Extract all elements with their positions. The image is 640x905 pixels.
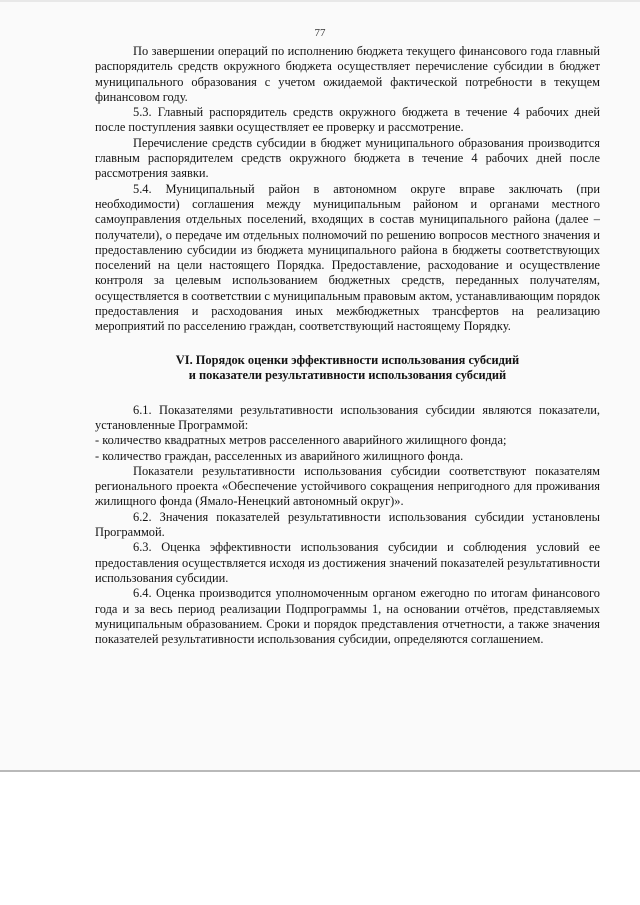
section-title-line: и показатели результативности использования субсидий: [188, 368, 507, 383]
paragraph: 6.4. Оценка производится уполномоченным органом ежегодно по итогам финансового года и за весь период реализации Подпрограммы 1, на основании отчётов, представляемых муниципальным образованием. Сроки и порядок представления отчетности, а также значения показателей результативности использования субсидии, определяются соглашением.: [95, 586, 600, 647]
list-item: - количество квадратных метров расселенного аварийного жилищного фонда;: [95, 433, 507, 448]
paragraph: Показатели результативности использования субсидии соответствуют показателям регионального проекта «Обеспечение устойчивого сокращения непригодного для проживания жилищного фонда (Ямало-Ненецкий автономный округ)».: [95, 463, 600, 509]
section-title: [95, 353, 600, 384]
section-title-line: VI. Порядок оценки эффективности использования субсидий: [175, 352, 520, 367]
paragraph: По завершении операций по исполнению бюджета текущего финансового года главный распорядитель средств окружного бюджета осуществляет перечисление субсидии в бюджет муниципального образования с учетом ожидаемой фактической потребности в текущем финансовом году.: [95, 44, 600, 104]
paragraph: 5.4. Муниципальный район в автономном округе вправе заключать (при необходимости) соглашения между муниципальным районом и органами местного самоуправления отдельных поселений, входящих в состав муниципального района (далее – получатели), о передаче им отдельных полномочий по решению вопросов местного значения и предоставлению субсидии из бюджета муниципального района в бюджеты соответствующих поселений на цели настоящего Порядка. Предоставление, расходование и осуществление контроля за целевым использованием бюджетных средств, переданных получателям, осуществляется в соответствии с муниципальным правовым актом, устанавливающим порядок предоставления и расходования иных межбюджетных трансфертов на реализацию мероприятий по расселению граждан, соответствующий настоящему Порядку.: [95, 181, 600, 334]
paragraph: 6.3. Оценка эффективности использования субсидии и соблюдения условий ее предоставления осуществляется исходя из достижения значений показателей результативности использования субсидии.: [95, 540, 600, 585]
paragraph: Перечисление средств субсидии в бюджет муниципального образования производится главным распорядителем средств окружного бюджета в течение 4 рабочих дней после рассмотрения заявки.: [95, 135, 600, 181]
paragraph: 6.2. Значения показателей результативности использования субсидии установлены Программой.: [95, 509, 600, 540]
page-number: 77: [314, 27, 326, 39]
paragraph: 6.1. Показателями результативности использования субсидии являются показатели, установленные Программой:: [95, 402, 600, 432]
paragraph: 5.3. Главный распорядитель средств окружного бюджета в течение 4 рабочих дней после поступления заявки осуществляет ее проверку и рассмотрение.: [95, 105, 600, 135]
document-body: [95, 44, 600, 647]
list-item: - количество граждан, расселенных из аварийного жилищного фонда.: [95, 448, 464, 463]
